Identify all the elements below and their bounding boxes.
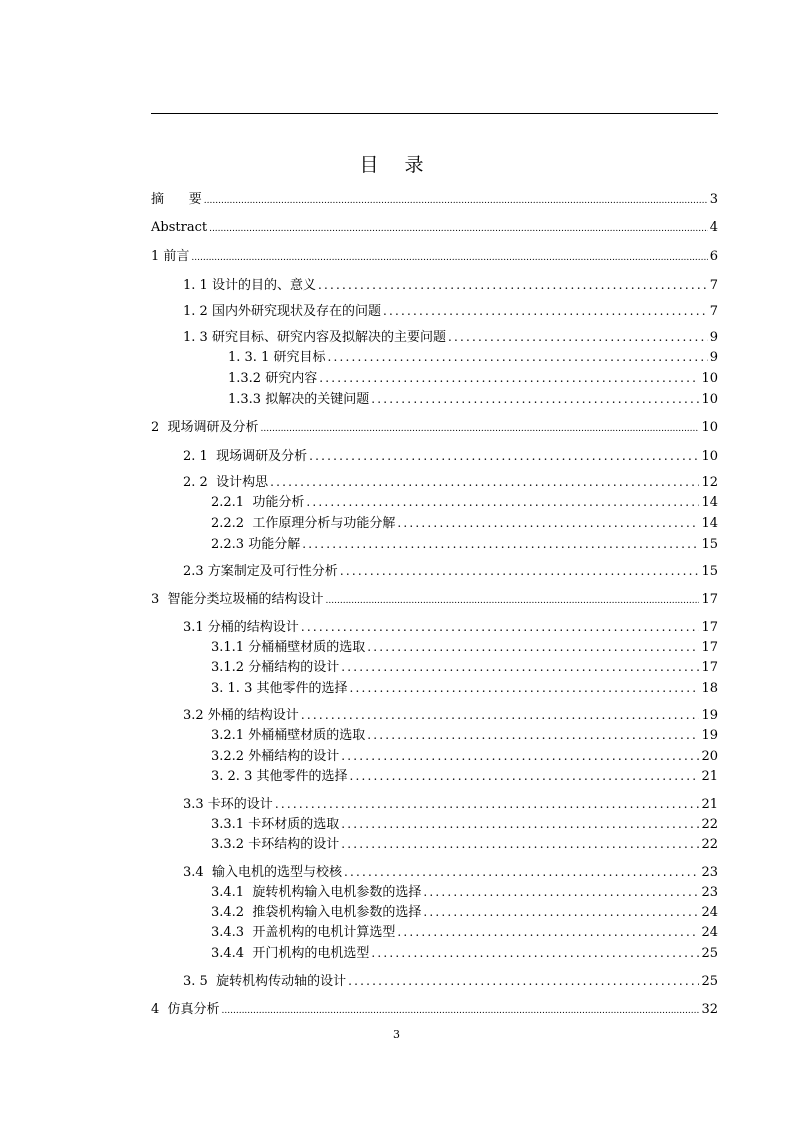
toc-leader xyxy=(222,1003,700,1019)
toc-entry-page: 19 xyxy=(701,708,718,723)
toc-entry-page: 12 xyxy=(701,475,718,490)
toc-entry[interactable] xyxy=(211,680,718,697)
toc-entry-page: 17 xyxy=(701,620,718,635)
toc-entry[interactable] xyxy=(151,1002,718,1019)
toc-leader xyxy=(318,277,708,293)
toc-entry[interactable] xyxy=(228,370,718,387)
toc-entry-page: 17 xyxy=(701,640,718,655)
toc-leader xyxy=(423,904,699,920)
toc-entry-page: 4 xyxy=(709,220,718,235)
toc-entry-page: 10 xyxy=(701,371,718,386)
toc-entry[interactable] xyxy=(183,563,718,580)
toc-entry-page: 6 xyxy=(709,249,718,264)
toc-entry-page: 24 xyxy=(701,905,718,920)
toc-entry-text: 4 仿真分析 xyxy=(151,1002,220,1017)
toc-entry[interactable] xyxy=(151,249,718,266)
toc-leader xyxy=(319,370,699,386)
toc-entry[interactable] xyxy=(151,192,718,209)
toc-leader xyxy=(209,221,708,237)
toc-entry-text: 2. 1 现场调研及分析 xyxy=(183,449,308,464)
toc-entry-page: 3 xyxy=(709,192,718,207)
toc-leader xyxy=(326,593,700,609)
toc-leader xyxy=(349,680,699,696)
toc-entry-page: 22 xyxy=(701,837,718,852)
toc-entry-text: 3.4.1 旋转机构输入电机参数的选择 xyxy=(211,885,422,900)
toc-entry-page: 14 xyxy=(701,495,718,510)
toc-entry-page: 21 xyxy=(701,797,718,812)
toc-entry-text: 3.4 输入电机的选型与校核 xyxy=(183,865,342,880)
toc-entry[interactable] xyxy=(183,973,718,990)
toc-entry-text: 3.1.1 分桶桶壁材质的选取 xyxy=(211,640,366,655)
toc-entry-text: 1. 2 国内外研究现状及存在的问题 xyxy=(183,304,381,319)
toc-entry-page: 22 xyxy=(701,817,718,832)
toc-leader xyxy=(309,448,699,464)
toc-entry-text: 2.2.3 功能分解 xyxy=(211,537,301,552)
toc-entry-text: 3.1.2 分桶结构的设计 xyxy=(211,660,340,675)
toc-entry[interactable] xyxy=(183,448,718,465)
toc-entry[interactable] xyxy=(183,329,718,346)
toc-entry[interactable] xyxy=(183,864,718,881)
toc-leader xyxy=(341,836,699,852)
toc-entry-text: 1. 3. 1 研究目标 xyxy=(228,350,326,365)
toc-entry-page: 7 xyxy=(709,278,718,293)
toc-entry-page: 9 xyxy=(709,350,718,365)
toc-entry[interactable] xyxy=(211,659,718,676)
toc-leader xyxy=(340,563,700,579)
toc-entry-text: 2 现场调研及分析 xyxy=(151,420,259,435)
toc-entry[interactable] xyxy=(183,707,718,724)
toc-entry[interactable] xyxy=(211,494,718,511)
toc-entry-text: 3.2.2 外桶结构的设计 xyxy=(211,749,340,764)
toc-entry-page: 24 xyxy=(701,925,718,940)
toc-entry[interactable] xyxy=(211,945,718,962)
toc-entry-page: 23 xyxy=(701,865,718,880)
toc-entry[interactable] xyxy=(183,796,718,813)
toc-entry-page: 25 xyxy=(701,946,718,961)
toc-entry-text: 1.3.3 拟解决的关键问题 xyxy=(228,392,370,407)
toc-entry[interactable] xyxy=(211,515,718,532)
toc-entry-page: 15 xyxy=(701,537,718,552)
toc-entry-page: 10 xyxy=(701,420,718,435)
toc-entry-text: 3.4.4 开门机构的电机选型 xyxy=(211,946,370,961)
toc-entry-text: 3.4.2 推袋机构输入电机参数的选择 xyxy=(211,905,422,920)
toc-entry-page: 10 xyxy=(701,449,718,464)
toc-entry-text: 1. 1 设计的目的、意义 xyxy=(183,278,316,293)
toc-entry-text: 3.1 分桶的结构设计 xyxy=(183,620,299,635)
toc-leader xyxy=(397,924,699,940)
toc-entry-page: 17 xyxy=(701,592,718,607)
toc-entry[interactable] xyxy=(211,768,718,785)
toc-leader xyxy=(371,391,699,407)
toc-entry[interactable] xyxy=(151,592,718,609)
toc-leader xyxy=(275,796,700,812)
toc-entry-page: 9 xyxy=(709,330,718,345)
toc-entry[interactable] xyxy=(228,391,718,408)
toc-leader xyxy=(261,421,700,437)
toc-entry[interactable] xyxy=(228,349,718,366)
toc-entry-page: 19 xyxy=(701,728,718,743)
toc-entry-text: 2.2.2 工作原理分析与功能分解 xyxy=(211,516,396,531)
toc-leader xyxy=(306,494,699,510)
toc-entry-page: 21 xyxy=(701,769,718,784)
toc-entry[interactable] xyxy=(211,816,718,833)
toc-entry-text: 3 智能分类垃圾桶的结构设计 xyxy=(151,592,324,607)
page-number: 3 xyxy=(393,1028,400,1041)
toc-entry[interactable] xyxy=(211,904,718,921)
toc-leader xyxy=(270,474,699,490)
toc-leader xyxy=(371,945,699,961)
toc-entry[interactable] xyxy=(211,884,718,901)
toc-leader xyxy=(367,639,699,655)
toc-entry[interactable] xyxy=(183,474,718,491)
toc-entry-text: 3. 2. 3 其他零件的选择 xyxy=(211,769,348,784)
toc-entry-text: 3.2.1 外桶桶壁材质的选取 xyxy=(211,728,366,743)
toc-entry-text: 2. 2 设计构思 xyxy=(183,475,269,490)
toc-leader xyxy=(341,816,699,832)
toc-leader xyxy=(301,619,700,635)
toc-leader xyxy=(204,193,708,209)
toc-entry-page: 17 xyxy=(701,660,718,675)
toc-entry-text: 3.3.2 卡环结构的设计 xyxy=(211,837,340,852)
toc-leader xyxy=(341,659,699,675)
toc-entry[interactable] xyxy=(183,619,718,636)
toc-entry[interactable] xyxy=(211,836,718,853)
toc-entry-text: 3. 1. 3 其他零件的选择 xyxy=(211,681,348,696)
toc-entry-text: Abstract xyxy=(151,220,208,235)
toc-entry[interactable] xyxy=(151,220,718,237)
toc-entry[interactable] xyxy=(211,536,718,553)
header-rule xyxy=(151,113,718,114)
toc-leader xyxy=(344,864,700,880)
toc-entry-page: 18 xyxy=(701,681,718,696)
toc-entry-text: 摘 要 xyxy=(151,192,202,207)
toc-entry[interactable] xyxy=(183,303,718,320)
toc-leader xyxy=(327,349,707,365)
toc-entry[interactable] xyxy=(211,924,718,941)
toc-leader xyxy=(383,303,708,319)
toc-entry-page: 7 xyxy=(709,304,718,319)
toc-entry-text: 2.3 方案制定及可行性分析 xyxy=(183,564,338,579)
toc-entry[interactable] xyxy=(211,727,718,744)
toc-entry-page: 23 xyxy=(701,885,718,900)
toc-entry-page: 20 xyxy=(701,749,718,764)
toc-title: 目 录 xyxy=(359,154,434,176)
toc-entry-page: 25 xyxy=(701,974,718,989)
toc-leader xyxy=(397,515,699,531)
toc-entry[interactable] xyxy=(151,420,718,437)
toc-leader xyxy=(367,727,699,743)
toc-leader xyxy=(348,973,699,989)
toc-entry-page: 14 xyxy=(701,516,718,531)
toc-entry-text: 1 前言 xyxy=(151,249,190,264)
toc-entry-text: 3.3 卡环的设计 xyxy=(183,797,273,812)
toc-entry-page: 32 xyxy=(701,1002,718,1017)
toc-entry[interactable] xyxy=(183,277,718,294)
toc-entry-text: 1. 3 研究目标、研究内容及拟解决的主要问题 xyxy=(183,330,446,345)
toc-entry-text: 3. 5 旋转机构传动轴的设计 xyxy=(183,974,347,989)
toc-entry-text: 3.4.3 开盖机构的电机计算选型 xyxy=(211,925,396,940)
toc-entry-page: 15 xyxy=(701,564,718,579)
toc-entry-page: 10 xyxy=(701,392,718,407)
toc-leader xyxy=(349,768,699,784)
toc-leader xyxy=(302,536,699,552)
toc-leader xyxy=(301,707,700,723)
toc-leader xyxy=(341,748,699,764)
toc-entry-text: 2.2.1 功能分析 xyxy=(211,495,305,510)
toc-entry[interactable] xyxy=(211,748,718,765)
toc-entry[interactable] xyxy=(211,639,718,656)
toc-entry-text: 1.3.2 研究内容 xyxy=(228,371,318,386)
toc-leader xyxy=(423,884,699,900)
toc-leader xyxy=(191,250,707,266)
toc-leader xyxy=(448,329,708,345)
toc-entry-text: 3.3.1 卡环材质的选取 xyxy=(211,817,340,832)
toc-entry-text: 3.2 外桶的结构设计 xyxy=(183,708,299,723)
